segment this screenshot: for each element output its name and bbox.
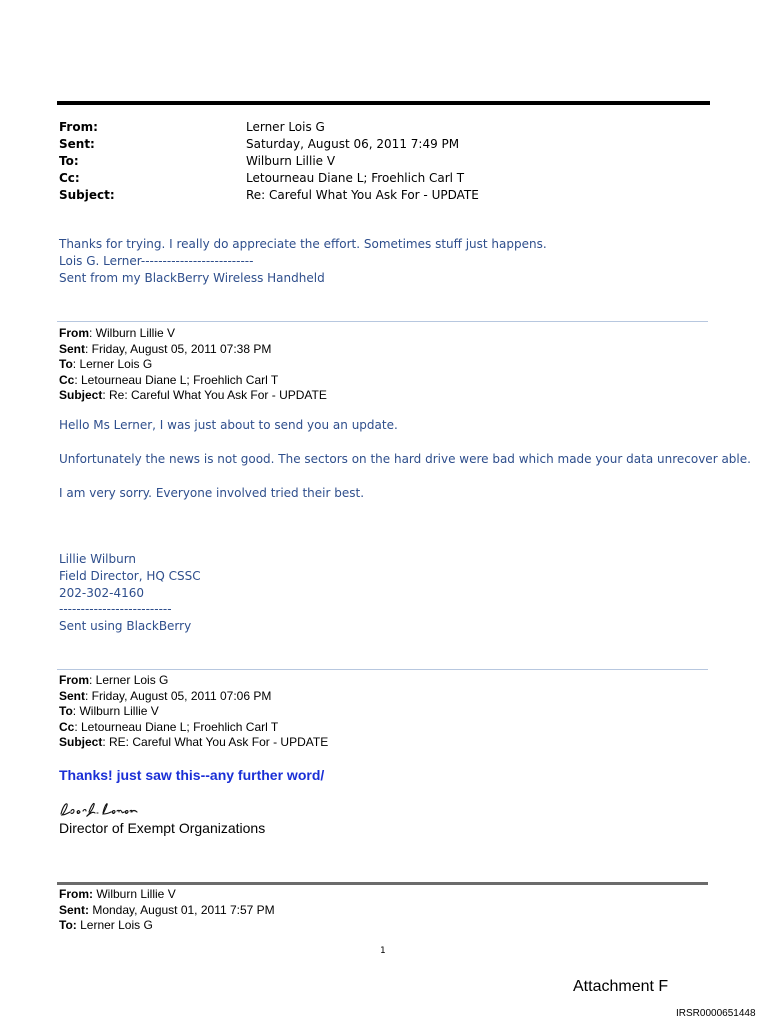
forward2-from-value: : Lerner Lois G [89, 673, 169, 687]
forward3-to-label: To: [59, 918, 77, 932]
forward2-to-row [59, 704, 328, 720]
forward1-subject-value: : Re: Careful What You Ask For - UPDATE [102, 388, 327, 402]
forward1-subject-row [59, 388, 327, 404]
forward3-sent-row [59, 903, 275, 919]
forward2-subject-row [59, 735, 328, 751]
header-from-label: From: [59, 120, 98, 134]
forward1-body2: Unfortunately the news is not good. The sectors on the hard drive were bad which made your data unrecover able. [59, 452, 751, 466]
forward3-from-row [59, 887, 275, 903]
forward2-to-value: : Wilburn Lillie V [72, 704, 159, 718]
forward1-to-row [59, 357, 327, 373]
forward1-cc-value: : Letourneau Diane L; Froehlich Carl T [74, 372, 279, 387]
forward2-cc-value: : Letourneau Diane L; Froehlich Carl T [74, 719, 279, 734]
forward2-to-label: To [59, 704, 73, 718]
header-cc-label: Cc: [59, 171, 80, 185]
forward1-sig-sent: Sent using BlackBerry [59, 619, 192, 633]
forward2-header [59, 673, 328, 751]
forward1-to-value: : Lerner Lois G [72, 357, 153, 371]
forward1-body3: I am very sorry. Everyone involved tried their best. [59, 486, 365, 500]
top-rule [57, 101, 710, 105]
header-from-row [59, 119, 479, 136]
forward2-title: Director of Exempt Organizations [59, 820, 266, 836]
separator-2 [57, 669, 708, 670]
forward3-sent-label: Sent: [59, 902, 89, 917]
forward1-from-row [59, 326, 327, 342]
forward2-sent-row [59, 689, 328, 705]
forward1-sent-label: Sent [59, 341, 86, 356]
separator-1 [57, 321, 708, 322]
message1-line1: Thanks for trying. I really do appreciate the effort. Sometimes stuff just happens. [59, 237, 547, 251]
forward1-sent-value: : Friday, August 05, 2011 07:38 PM [85, 341, 272, 356]
bates-number: IRSR0000651448 [676, 1008, 756, 1019]
header-subject-value: Re: Careful What You Ask For - UPDATE [246, 188, 479, 202]
forward3-to-value: Lerner Lois G [76, 918, 153, 932]
forward1-cc-label: Cc [59, 372, 75, 387]
header-cc-row [59, 170, 479, 187]
forward2-sent-value: : Friday, August 05, 2011 07:06 PM [85, 688, 272, 703]
forward2-subject-value: : RE: Careful What You Ask For - UPDATE [102, 735, 329, 749]
forward2-from-label: From [59, 673, 89, 687]
forward3-sent-value: Monday, August 01, 2011 7:57 PM [89, 902, 275, 917]
forward1-cc-row [59, 373, 327, 389]
email-header [59, 119, 479, 204]
forward1-from-label: From [59, 326, 89, 340]
forward1-sig-title: Field Director, HQ CSSC [59, 569, 201, 583]
forward3-from-value: Wilburn Lillie V [93, 887, 176, 901]
message1-line2: Lois G. Lerner-------------------------- [59, 254, 254, 268]
forward1-to-label: To [59, 357, 73, 371]
header-sent-value: Saturday, August 06, 2011 7:49 PM [246, 137, 460, 151]
forward1-from-value: : Wilburn Lillie V [89, 326, 176, 340]
forward2-sent-label: Sent [59, 688, 86, 703]
forward3-to-row [59, 918, 275, 934]
forward1-subject-label: Subject [59, 388, 103, 402]
forward1-body1: Hello Ms Lerner, I was just about to send you an update. [59, 418, 398, 432]
header-subject-label: Subject: [59, 188, 115, 202]
forward1-sig-name: Lillie Wilburn [59, 552, 137, 566]
forward1-sig-phone: 202-302-4160 [59, 586, 145, 600]
forward2-cc-row [59, 720, 328, 736]
header-from-value: Lerner Lois G [246, 120, 325, 134]
forward2-cc-label: Cc [59, 719, 75, 734]
header-to-value: Wilburn Lillie V [246, 154, 336, 168]
forward3-header [59, 887, 275, 934]
forward3-from-label: From: [59, 887, 93, 901]
header-cc-value: Letourneau Diane L; Froehlich Carl T [246, 171, 465, 185]
header-sent-row [59, 136, 479, 153]
forward2-from-row [59, 673, 328, 689]
forward2-subject-label: Subject [59, 735, 103, 749]
page-number: 1 [380, 946, 386, 956]
header-sent-label: Sent: [59, 137, 95, 151]
header-to-row [59, 153, 479, 170]
forward1-sent-row [59, 342, 327, 358]
forward1-sig-dashes: -------------------------- [59, 602, 172, 616]
forward2-body: Thanks! just saw this--any further word/ [59, 767, 325, 783]
header-to-label: To: [59, 154, 79, 168]
separator-3 [57, 882, 708, 885]
attachment-label: Attachment F [573, 978, 669, 995]
message1-line3: Sent from my BlackBerry Wireless Handheld [59, 271, 325, 285]
header-subject-row [59, 187, 479, 204]
forward1-header [59, 326, 327, 404]
